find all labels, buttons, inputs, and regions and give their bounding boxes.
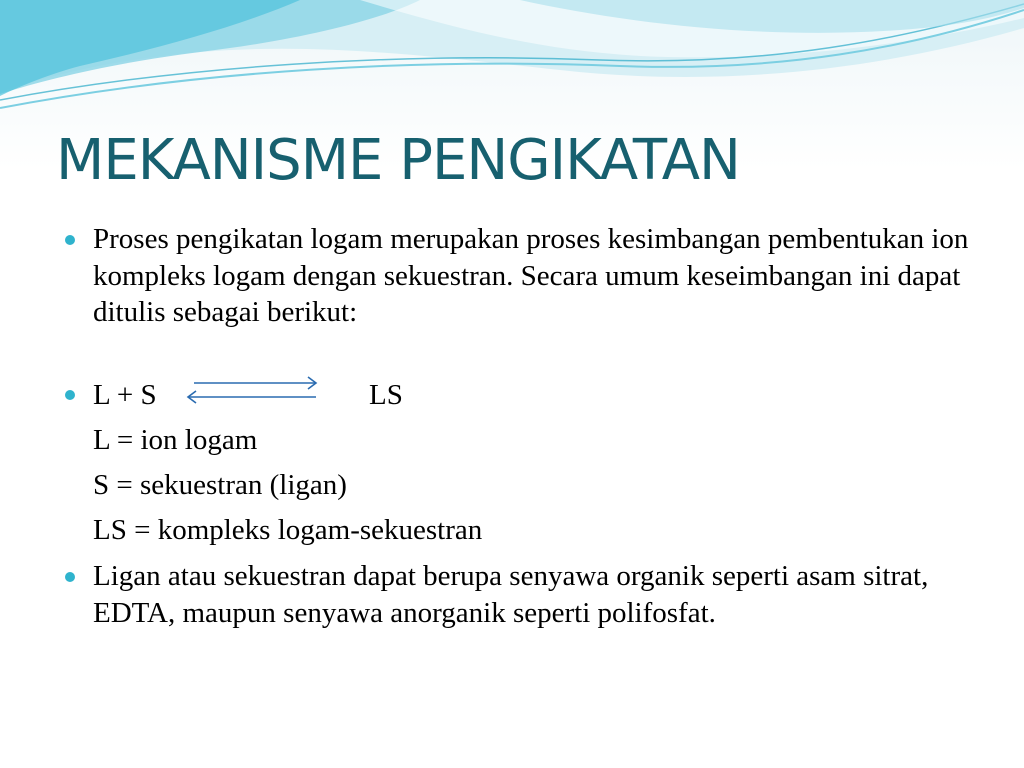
equation-left: L + S <box>93 379 157 411</box>
paragraph-ligand-types: Ligan atau sekuestran dapat berupa senyawa organik seperti asam sitrat, EDTA, maupun senyawa anorganik seperti polifosfat. <box>93 560 929 629</box>
definition-s: S = sekuestran (ligan) <box>93 469 347 501</box>
bullet-icon <box>65 390 75 400</box>
equation-right: LS <box>369 379 403 411</box>
paragraph-binding-process: Proses pengikatan logam merupakan proses kesimbangan pembentukan ion kompleks logam dengan sekuestran. Secara umum keseimbangan ini dapat ditulis sebagai berikut: <box>93 223 969 328</box>
definition-ls: LS = kompleks logam-sekuestran <box>93 514 483 546</box>
slide-title: MEKANISME PENGIKATAN <box>56 128 740 193</box>
bullet-icon <box>65 572 75 582</box>
equilibrium-arrows-icon <box>184 374 324 404</box>
definition-l: L = ion logam <box>93 424 258 456</box>
bullet-icon <box>65 235 75 245</box>
